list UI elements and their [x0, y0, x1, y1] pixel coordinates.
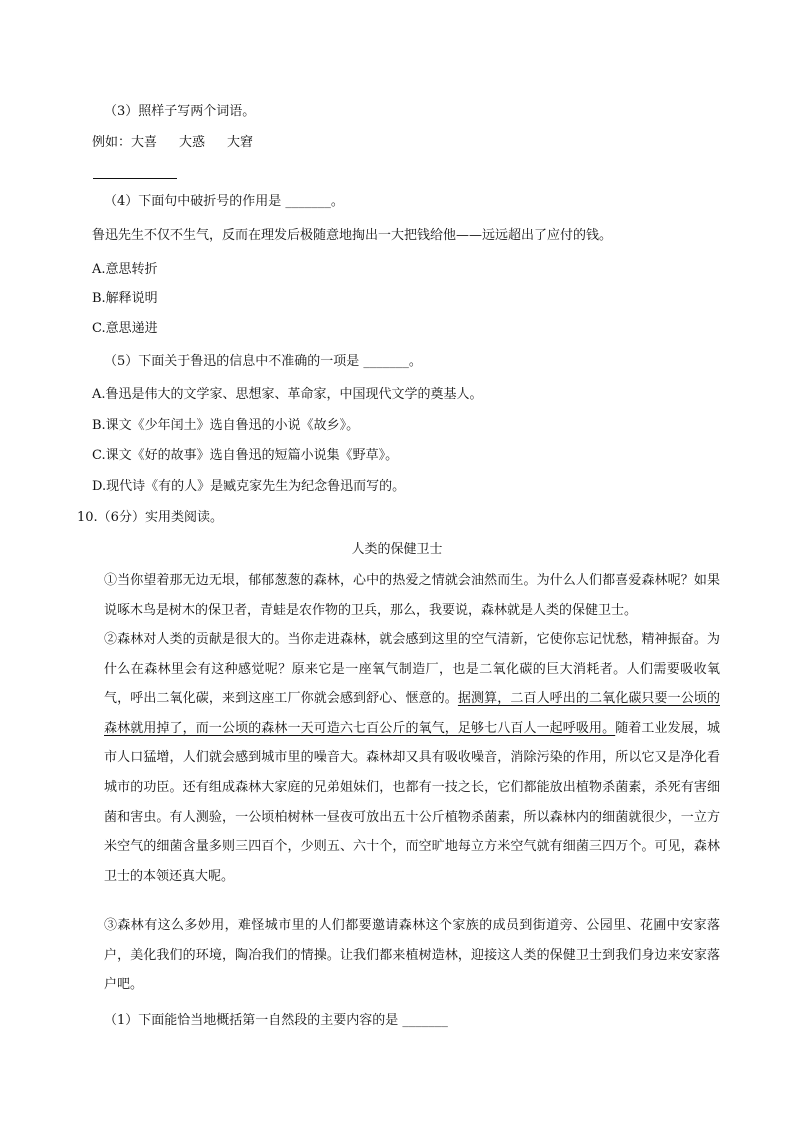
q4-option-b: B.解释说明 [92, 291, 158, 306]
q4-end: 。 [330, 194, 344, 209]
q4-option-c: C.意思递进 [92, 321, 158, 336]
underlined-sentence: 据测算，二百人呼出的二氧化碳只要一公顷的森林就用掉了，而一公顷的森林一天可造六七百公斤的氧气，足够七八百人一起呼吸用。 [104, 691, 720, 736]
q4-option-a: A.意思转折 [92, 262, 158, 277]
example-word: 大惑 [179, 135, 206, 150]
example-word: 大喜 [131, 135, 158, 150]
q5-option-d: D.现代诗《有的人》是臧克家先生为纪念鲁迅而写的。 [92, 479, 406, 494]
q5-prompt [104, 353, 422, 371]
q5-answer-blank[interactable]: _______ [363, 354, 409, 369]
passage-title: 人类的保健卫士 [351, 542, 443, 557]
passage-paragraph-1: ①当你望着那无边无垠，郁郁葱葱的森林，心中的热爱之情就会油然而生。为什么人们都喜爱森林呢？如果说啄木鸟是树木的保卫者，青蛙是农作物的卫兵，那么，我要说，森林就是人类的保健卫士。 [104, 573, 720, 618]
q4-prompt [104, 193, 344, 211]
q5-option-a: A.鲁迅是伟大的文学家、思想家、革命家，中国现代文学的奠基人。 [92, 387, 483, 402]
paragraph-2-text: ②森林对人类的贡献是很大的。当你走进森林，就会感到这里的空气清新，它使你忘记忧愁，精神振奋。为什么在森林里会有这种感觉呢？原来它是一座氧气制造厂，也是二氧化碳的巨大消耗者。人们需要吸收氧气，呼出二氧化碳，来到这座工厂你就会感到舒心、惬意的。 [104, 632, 720, 707]
q5-label: （5）下面关于鲁迅的信息中不准确的一项是 [104, 354, 360, 369]
q4-answer-blank[interactable]: _______ [285, 194, 331, 209]
example-prefix: 例如： [92, 135, 132, 150]
q3-example [92, 134, 253, 152]
q10-sub1-prompt [104, 1012, 448, 1030]
passage-paragraph-3: ③森林有这么多妙用，难怪城市里的人们都要邀请森林这个家族的成员到街道旁、公园里、花圃中安家落户，美化我们的环境，陶冶我们的情操。让我们都来植树造林，迎接这人类的保健卫士到我们身边来安家落户吧。 [104, 918, 720, 993]
q10-header: 10.（6分）实用类阅读。 [77, 510, 223, 525]
q5-option-c: C.课文《好的故事》选自鲁迅的短篇小说集《野草》。 [92, 448, 399, 463]
q4-sentence: 鲁迅先生不仅不生气，反而在理发后极随意地掏出一大把钱给他——远远超出了应付的钱。 [92, 228, 613, 243]
q5-end: 。 [408, 354, 422, 369]
q5-option-b: B.课文《少年闰土》选自鲁迅的小说《故乡》。 [92, 418, 360, 433]
q3-answer-blank[interactable] [93, 178, 177, 179]
passage-paragraph-2 [104, 625, 720, 891]
example-word: 大窘 [227, 135, 254, 150]
q4-label: （4）下面句中破折号的作用是 [104, 194, 282, 209]
sub1-answer-blank[interactable]: _______ [402, 1013, 448, 1028]
paragraph-2-text: 随着工业发展，城市人口猛增，人们就会感到城市里的噪音大。森林却又具有吸收噪音，消除污染的作用，所以它又是净化看城市的功臣。还有组成森林大家庭的兄弟姐妹们，也都有一技之长，它们都能放出植物杀菌素，杀死有害细菌和害虫。有人测验，一公顷柏树林一昼夜可放出五十公斤植物杀菌素，所以森林内的细菌就很少，一立方米空气的细菌含量多则三四百个，少则五、六十个，而空旷地每立方米空气就有细菌三四万个。可见，森林卫士的本领还真大呢。 [104, 720, 720, 884]
sub1-label: （1）下面能恰当地概括第一自然段的主要内容的是 [104, 1013, 399, 1028]
q3-prompt: （3）照样子写两个词语。 [104, 104, 256, 119]
